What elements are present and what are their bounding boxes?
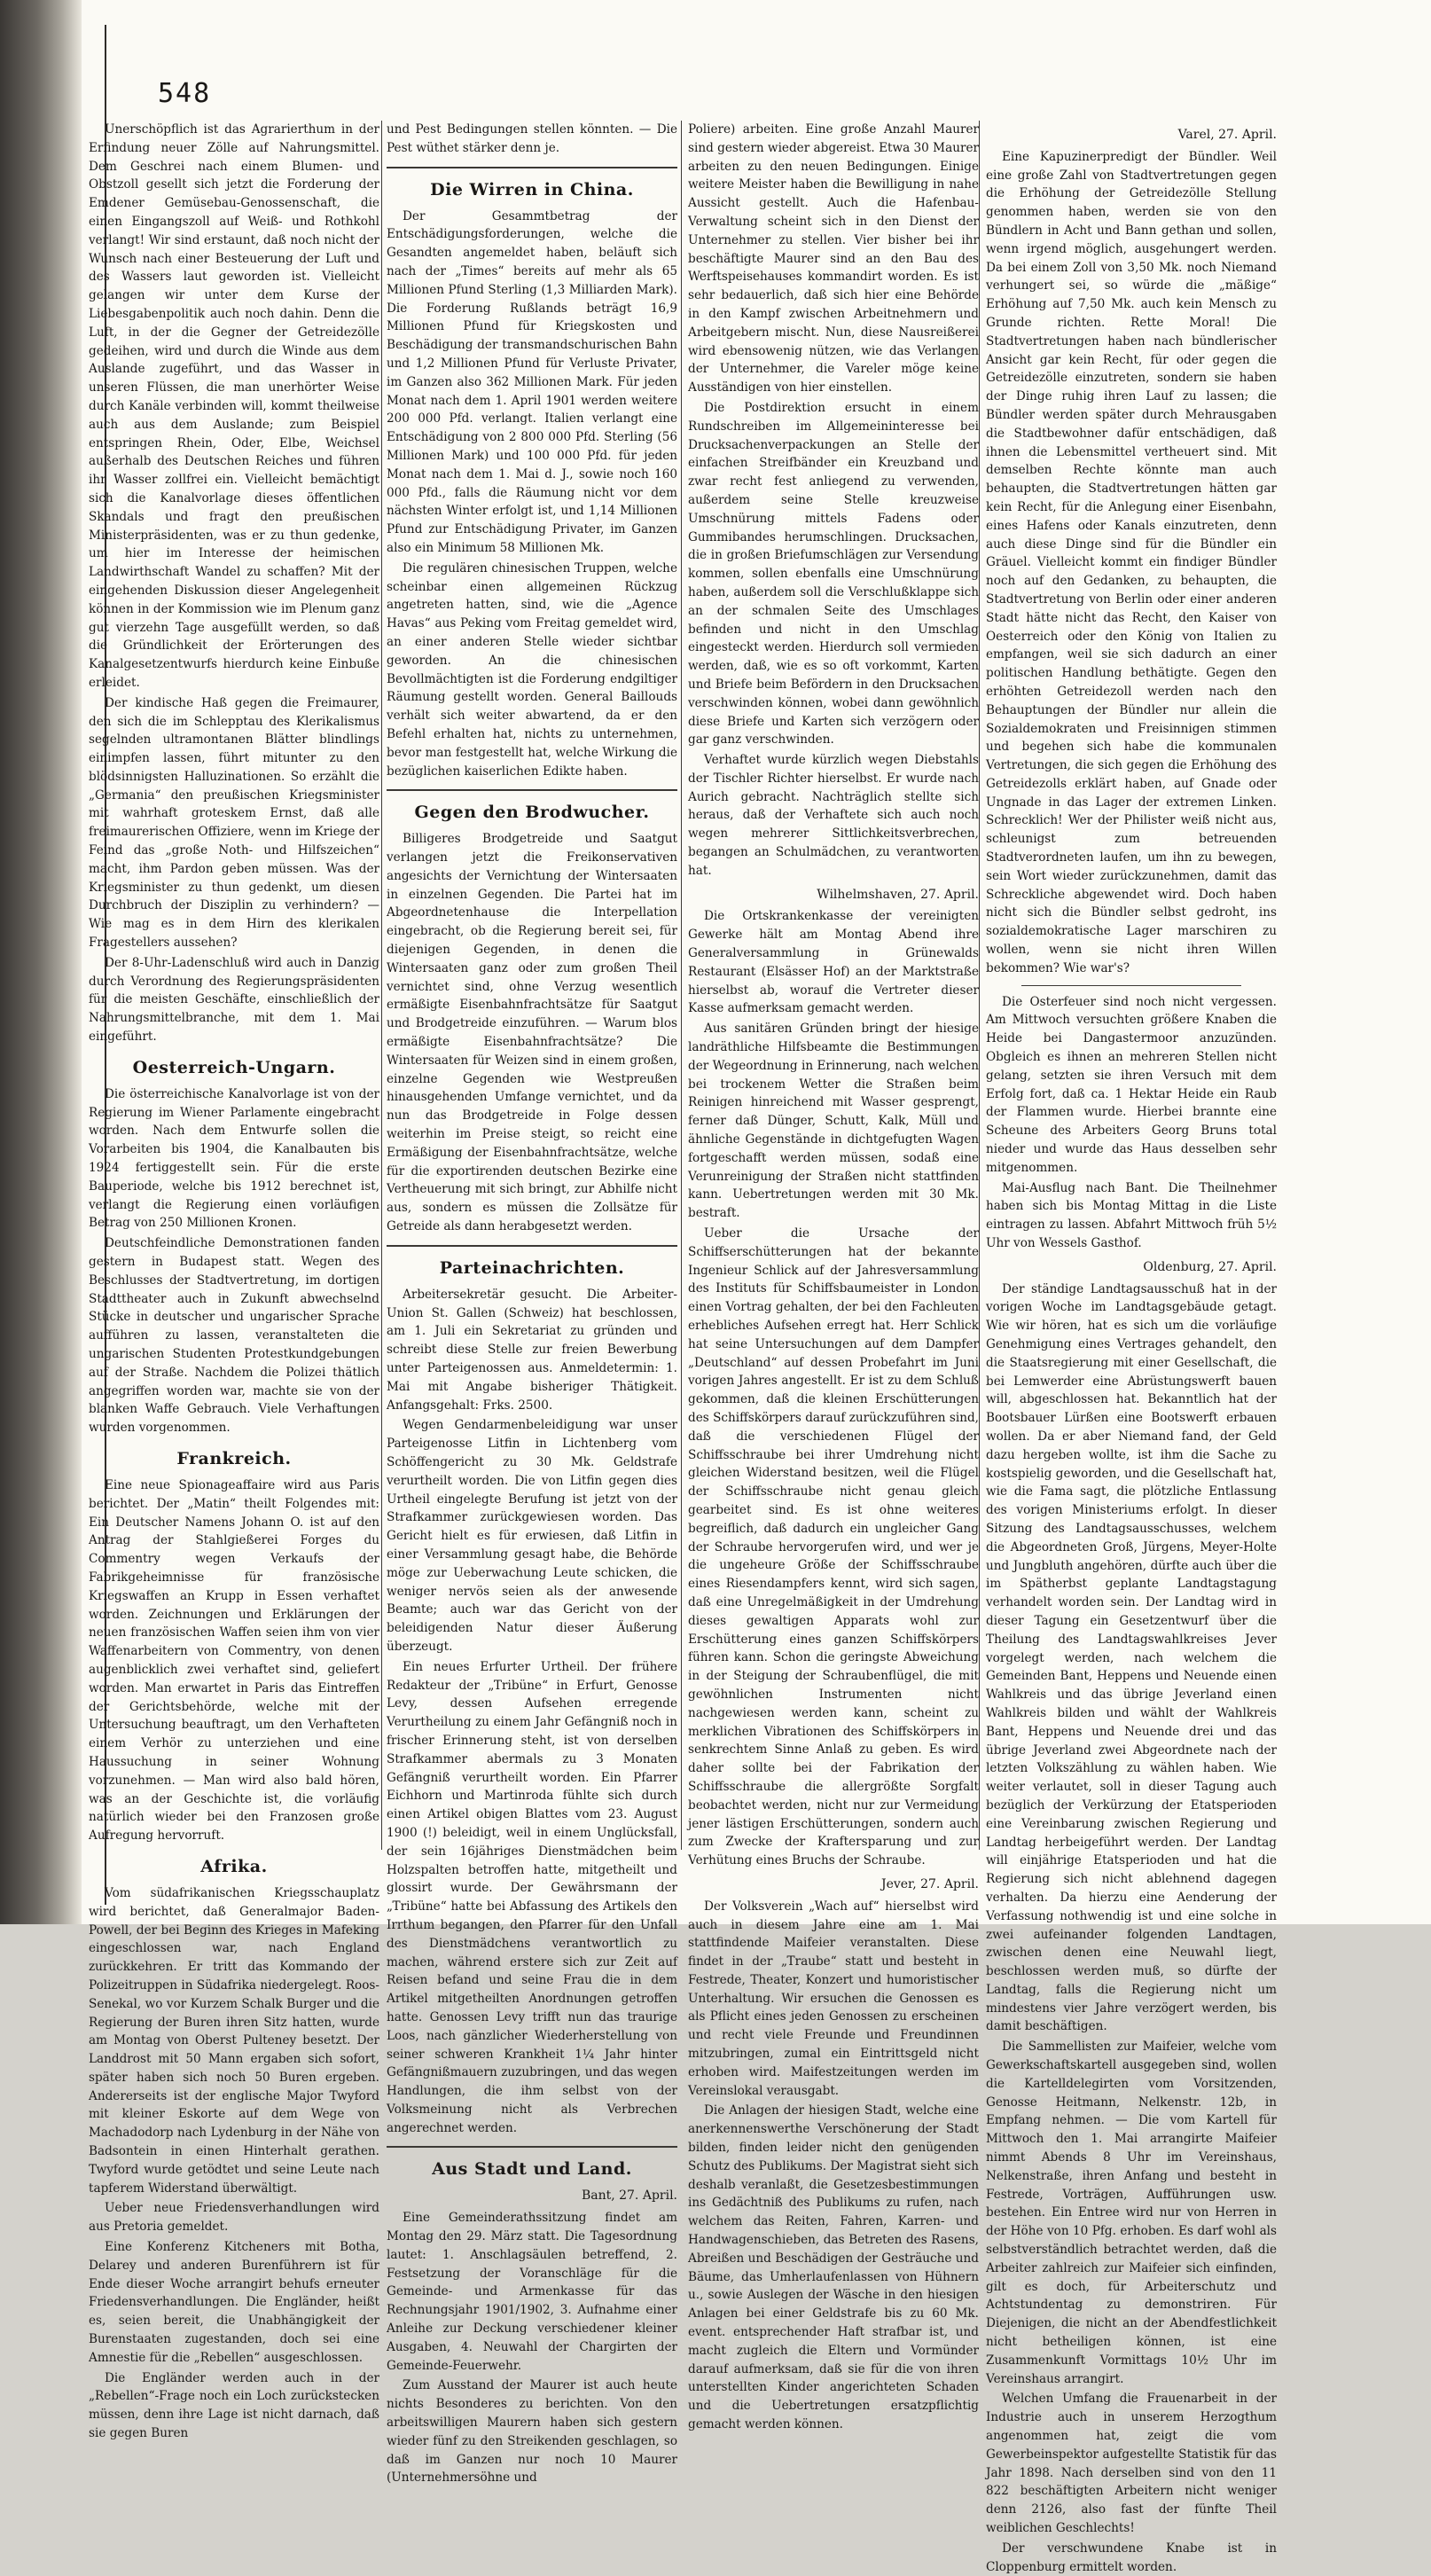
column-rule xyxy=(979,121,980,1850)
article-paragraph: Poliere) arbeiten. Eine große Anzahl Maurer sind gestern wieder abgereist. Etwa 30 Maurer arbeiten zu den neuen Bedingungen. Einige weitere Meister haben die Bewilligung in nahe Aussicht gestellt. Auch die Hafenbau-Verwaltung scheint sich in den Dienst der Unternehmer zu stellen. Vier bisher bei ihr beschäftigte Maurer sind an den Bau des Werftspeisehauses kommandirt worden. Es ist sehr bedauerlich, daß sich hier eine Behörde in den Kampf zwischen Arbeitnehmern und Arbeitgebern mischt. Nun, diese Nausreißerei wird ebensowenig nützen, wie das Verlangen der Unternehmer, die Vareler möge keine Ausständigen von hier einstellen. xyxy=(688,122,979,395)
article-paragraph: Welchen Umfang die Frauenarbeit in der Industrie auch in unserem Herzogthum angenommen hat, zeigt die vom Gewerbeinspektor aufgestellte Statistik für das Jahr 1898. Nach derselben sind von den 11 822 beschäftigten Arbeitern nicht weniger denn 2126, also fast der fünfte Theil weiblichen Geschlechts! xyxy=(986,2392,1277,2535)
article-paragraph: Eine Gemeinderathssitzung findet am Montag den 29. März statt. Die Tagesordnung lautet: 1. Anschlagsäulen betreffend, 2. Festsetzung der Voranschläge für die Gemeinde- und Armenkasse für das Rechnungsjahr 1901/1902, 3. Aufnahme einer Anleihe zur Deckung verschiedener kleiner Ausgaben, 4. Neuwahl der Chargirten der Gemeinde-Feuerwehr. xyxy=(387,2211,677,2373)
section-heading: Die Wirren in China. xyxy=(430,179,634,200)
article-paragraph: Deutschfeindliche Demonstrationen fanden gestern in Budapest statt. Wegen des Beschlusses der Stadtvertretung, im dortigen Stadttheater auch in Zukunft abwechselnd Stücke in deutscher und ungarischer Sprache aufführen zu lassen, veranstalteten die ungarischen Studenten Protestkundgebungen auf der Straße. Nachdem die Polizei thätlich angegriffen worden war, machte sie von der blanken Waffe Gebrauch. Viele Verhaftungen wurden vorgenommen. xyxy=(89,1236,379,1436)
section-heading: Parteinachrichten. xyxy=(439,1257,625,1278)
section-heading: Gegen den Brodwucher. xyxy=(414,803,650,823)
dateline: Oldenburg, 27. April. xyxy=(1143,1259,1277,1274)
article-paragraph: und Pest Bedingungen stellen könnten. — Die Pest wüthet stärker denn je. xyxy=(387,122,677,155)
page-number: 548 xyxy=(158,78,212,109)
article-paragraph: Arbeitersekretär gesucht. Die Arbeiter-Union St. Gallen (Schweiz) hat beschlossen, am 1. Juli ein Sekretariat zu gründen und schreibt diese Stelle zur freien Bewerbung unter Parteigenossen aus. Anmeldetermin: 1. Mai mit Angabe bisheriger Thätigkeit. Anfangsgehalt: Frks. 2500. xyxy=(387,1287,677,1413)
article-paragraph: Eine Konferenz Kitcheners mit Botha, Delarey und anderen Burenführern ist für Ende dieser Woche arrangirt behufs erneuter Friedensverhandlungen. Die Engländer, heißt es, seien bereit, die Unabhängigkeit der Burenstaaten zugestanden, doch sei eine Amnestie für die „Rebellen“ ausgeschlossen. xyxy=(89,2240,379,2365)
article-paragraph: Mai-Ausflug nach Bant. Die Theilnehmer haben sich bis Montag Mittag in die Liste eintragen zu lassen. Abfahrt Mittwoch früh 5½ Uhr von Wessels Gasthof. xyxy=(986,1180,1277,1251)
article-paragraph: Wegen Gendarmenbeleidigung war unser Parteigenosse Litfin in Lichtenberg vom Schöffengericht zu 30 Mk. Geldstrafe verurtheilt worden. Die von Litfin gegen dies Urtheil eingelegte Berufung ist jetzt von der Strafkammer zurückgewiesen worden. Das Gericht hielt es für erwiesen, daß Litfin in einer Versammlung gesagt habe, die Behörde möge zur Ueberwachung Leute schicken, die weniger nervös seien als der anwesende Beamte; auch war das Gericht von der beleidigenden Natur dieser Äußerung überzeugt. xyxy=(387,1418,677,1654)
dateline: Wilhelmshaven, 27. April. xyxy=(817,887,979,902)
article-paragraph: Die Engländer werden auch in der „Rebellen“-Frage noch ein Loch zurückstecken müssen, denn ihre Lage ist nicht darnach, daß sie gegen Buren xyxy=(89,2370,379,2441)
article-paragraph: Vom südafrikanischen Kriegsschauplatz wird berichtet, daß Generalmajor Baden-Powell, der bei Beginn des Krieges in Mafeking eingeschlossen war, nach England zurückkehren. Er tritt das Kommando der Polizeitruppen in Südafrika niedergelegt. Roos-Senekal, wo vor Kurzem Schalk Burger und die Regierung der Buren ihren Sitz hatten, wurde am Montag von Oberst Pulteney besetzt. Der Landdrost mit 50 Mann ergaben sich sofort, später haben sich noch 50 Buren ergeben. Andererseits ist der englische Major Twyford mit kleiner Eskorte auf dem Wege von Machadodorp nach Lydenburg in der Nähe von Badsontein in einen Hinterhalt gerathen. Twyford wurde getödtet und seine Leute nach tapferem Widerstand überwältigt. xyxy=(89,1885,379,2196)
article-paragraph: Die österreichische Kanalvorlage ist von der Regierung im Wiener Parlamente eingebracht worden. Nach dem Entwurfe sollen die Vorarbeiten bis 1904, die Kanalbauten bis 1924 fertiggestellt sein. Für die erste Bauperiode, welche bis 1912 berechnet ist, verlangt die Regierung einen vorläufigen Betrag von 250 Millionen Kronen. xyxy=(89,1086,379,1231)
article-paragraph: Verhaftet wurde kürzlich wegen Diebstahls der Tischler Richter hierselbst. Er wurde nach Aurich gebracht. Nachträglich stellte sich heraus, daß der Verhaftete sich auch noch wegen mehrerer Sittlichkeitsverbrechen, begangen an Schulmädchen, zu verantworten hat. xyxy=(688,753,979,878)
section-heading: Aus Stadt und Land. xyxy=(432,2159,632,2180)
separator-rule xyxy=(1021,985,1241,986)
article-paragraph: Die Osterfeuer sind noch nicht vergessen. Am Mittwoch versuchten größere Knaben die Heide bei Dangastermoor anzuzünden. Obgleich es ihnen an mehreren Stellen nicht gelang, setzten sie ihren Versuch mit dem Erfolg fort, daß ca. 1 Hektar Heide ein Raub der Flammen wurde. Hierbei brannte eine Scheune des Arbeiters Georg Bruns total nieder und wurde das Haus desselben sehr mitgenommen. xyxy=(986,994,1277,1175)
column-3 xyxy=(688,121,979,2432)
column-2 xyxy=(387,121,677,2486)
article-paragraph: Die Ortskrankenkasse der vereinigten Gewerke hält am Montag Abend ihre Generalversammlung in Grünewalds Restaurant (Elsässer Hof) an der Marktstraße hierselbst ab, worauf die Vertreter dieser Kasse aufmerksam gemacht werden. xyxy=(688,909,979,1016)
article-paragraph: Eine neue Spionageaffaire wird aus Paris berichtet. Der „Matin“ theilt Folgendes mit: Ein Deutscher Namens Johann O. ist auf den Antrag der Stahlgießerei Forges du Commentry wegen Verkaufs der Fabrikgeheimnisse für französische Kriegswaffen an Krupp in Essen verhaftet worden. Zeichnungen und Erklärungen der neuen französischen Waffen seien ihm von vier Waffenarbeitern von Commentry, von denen augenblicklich zwei verhaftet sind, geliefert worden. Man erwartet in Paris das Eintreffen der Gerichtsbehörde, welche mit der Untersuchung beauftragt, um den Verhafteten einem Verhör zu unterziehen und eine Haussuchung in seiner Wohnung vorzunehmen. — Man wird also bald hören, was an der Geschichte ist, die vorläufig natürlich wieder bei den Franzosen große Aufregung hervorruft. xyxy=(89,1477,379,1844)
article-paragraph: Die regulären chinesischen Truppen, welche scheinbar einen allgemeinen Rückzug angetreten hatten, sind, wie die „Agence Havas“ aus Peking vom Freitag gemeldet wird, an einer anderen Stelle wieder sichtbar geworden. An die chinesischen Bevollmächtigten ist die Forderung endgiltiger Räumung gestellt worden. General Baillouds verhält sich weiter abwartend, da er den Befehl erhalten hat, nichts zu unternehmen, bevor man festgestellt hat, welche Wirkung die bezüglichen kaiserlichen Edikte haben. xyxy=(387,560,677,779)
section-rule xyxy=(387,789,677,791)
article-paragraph: Eine Kapuzinerpredigt der Bündler. Weil eine große Zahl von Stadtvertretungen gegen die Erhöhung der Getreidezölle Stellung genommen haben, werden sie von den Bündlern in Acht und Bann gethan und sollen, wenn irgend möglich, ausgehungert werden. Da bei einem Zoll von 3,50 Mk. noch Niemand verhungert sei, so würde die „mäßige“ Erhöhung auf 7,50 Mk. auch kein Mensch zu Grunde richten. Rette Moral! Die Stadtvertretungen haben nach bündlerischer Ansicht gar kein Recht, für oder gegen die Getreidezölle einzutreten, sondern sie haben der Dinge ruhig ihren Lauf zu lassen; die Bündler werden später durch Mehrausgaben die Stadtbewohner dafür entschädigen, daß ihnen die Lebensmittel vertheuert sind. Mit demselben Rechte könnte man auch behaupten, die Stadtvertretungen hätten gar kein Recht, für die Anlegung einer Eisenbahn, eines Hafens oder Kanals einzutreten, denn auch diese Dinge sind für die Bündler ein Gräuel. Vielleicht kommt ein findiger Bündler noch auf den Gedanken, zu behaupten, die Stadtvertretung von Berlin oder einer anderen Stadt hätte nicht das Recht, den Kaiser von Oesterreich oder den König von Italien zu empfangen, weil sie sich dadurch an einer politischen Handlung bethätigte. Gegen den erhöhten Getreidezoll werden nach den Behauptungen der Bündler nur allein die Sozialdemokraten und Freisinnigen stimmen und begehen sich habe die kommunalen Vertretungen, die sich gegen die Erhöhung des Getreidezolls erklärt haben, auf Gnade oder Ungnade in das Lager der extremen Linken. Schrecklich! Wer der Philister weiß nicht aus, schleunigst zum betreuenden Stadtverordneten laufen, um ihn zu bewegen, sein Wort wieder zurückzunehmen, damit das Schreckliche abgewendet wird. Doch haben nicht sich die Bündler selbst gedroht, ins sozialdemokratische Lager marschiren zu wollen, wenn sie nicht ihren Willen bekommen? Wie war's? xyxy=(986,149,1277,975)
article-paragraph: Ein neues Erfurter Urtheil. Der frühere Redakteur der „Tribüne“ in Erfurt, Genosse Levy, dessen Aufsehen erregende Verurtheilung zu einem Jahr Gefängniß noch in frischer Erinnerung steht, ist von derselben Strafkammer abermals zu 3 Monaten Gefängniß verurtheilt worden. Ein Pfarrer Eichhorn und Martinroda fühlte sich durch einen Artikel obigen Blattes vom 23. August 1900 (!) beleidigt, weil in einem Unglücksfall, der sein 16jähriges Dienstmädchen beim Holzspalten betroffen hatte, mitgetheilt und glossirt wurde. Der Gewährsmann der „Tribüne“ hatte bei Abfassung des Artikels den Irrthum begangen, den Pfarrer für den Unfall des Dienstmädchens verantwortlich zu machen, während erstere sich zur Zeit auf Reisen befand und seine Frau die in dem Artikel mitgetheilten Anordnungen getroffen hatte. Genossen Levy trifft nun das traurige Loos, nach gänzlicher Wiederherstellung von seiner schweren Krankheit 1¼ Jahr hinter Gefängnißmauern zuzubringen, und das wegen Handlungen, die ihm selbst von der Volksmeinung nicht als Verbrechen angerechnet werden. xyxy=(387,1659,677,2135)
article-paragraph: Der kindische Haß gegen die Freimaurer, den sich die im Schlepptau des Klerikalismus segelnden ultramontanen Blätter blindlings einimpfen lassen, führt mitunter zu den blödsinnigsten Halluzinationen. So erzählt die „Germania“ den preußischen Kriegsminister mit wahrhaft groteskem Ernst, daß alle freimaurerischen Offiziere, wenn im Kriege der Feind das „große Noth- und Hilfszeichen“ macht, ihm Pardon geben müssen. Was der Kriegsminister zu thun gedenkt, um diesen Durchbruch der Disziplin zu verhindern? — Wie mag es in dem Hirn des klerikalen Fragestellers aussehen? xyxy=(89,695,379,951)
dateline: Varel, 27. April. xyxy=(1177,128,1277,142)
article-paragraph: Billigeres Brodgetreide und Saatgut verlangen jetzt die Freikonservativen angesichts der Vernichtung der Wintersaaten in einzelnen Gegenden. Die Partei hat im Abgeordnetenhause die Interpellation eingebracht, ob die Regierung bereit sei, für diejenigen Gegenden, in denen die Wintersaaten ganz oder zum großen Theil vernichtet sind, ohne Verzug wesentlich ermäßigte Eisenbahnfrachtsätze für Saatgut und Brodgetreide einzuführen. — Warum blos ermäßigte Eisenbahnfrachtsätze? Die Wintersaaten für Weizen sind in einem großen, einzelne Gegenden wie Westpreußen hinausgehenden Umfange vernichtet, und da nun das Brodgetreide in Folge dessen weiterhin im Preise steigt, so reicht eine Ermäßigung der Eisenbahnfrachtsätze, welche für die exportirenden deutschen Bezirke eine Vertheuerung mit sich bringt, zur Abhilfe nicht aus, sondern es müssen die Zollsätze für Getreide als dann herabgesetzt werden. xyxy=(387,832,677,1234)
article-paragraph: Unerschöpflich ist das Agrarierthum in der Erfindung neuer Zölle auf Nahrungsmittel. Dem Geschrei nach einem Blumen- und Obstzoll gesellt sich jetzt die Forderung der Emdener Gemüsebau-Genossenschaft, die einen Eingangszoll auf Weiß- und Rothkohl verlangt! Wir sind erstaunt, daß noch nicht der Wunsch nach einer Besteuerung der Luft und des Wassers laut geworden ist. Vielleicht gelangen wir unter dem Kurse der Liebesgabenpolitik auch noch dahin. Denn die Luft, in der die Gegner der Getreidezölle gedeihen, wird und durch die Winde aus dem Auslande zugeführt, und das Wasser in unseren Flüssen, die man unerhörter Weise durch Kanäle verbinden will, kommt theilweise auch aus dem Auslande; zum Beispiel entspringen Rhein, Oder, Elbe, Weichsel außerhalb des Deutschen Reiches und führen ihr Wasser zollfrei ein. Vielleicht bemächtigt sich die Kanalvorlage dieses öffentlichen Skandals und fragt den preußischen Ministerpräsidenten, was er zu thun gedenke, um hier im Interesse der heimischen Landwirthschaft Wandel zu schaffen? Mit der eingehenden Diskussion dieser Angelegenheit können in der Kommission wie im Plenum ganz gut vierzehn Tage ausgefüllt werden, so daß die Gründlichkeit der Erörterungen des Kanalgesetzentwurfs hierdurch keine Einbuße erleidet. xyxy=(89,122,379,690)
article-paragraph: Ueber neue Friedensverhandlungen wird aus Pretoria gemeldet. xyxy=(89,2201,379,2235)
section-heading: Oesterreich-Ungarn. xyxy=(132,1057,336,1077)
section-heading: Frankreich. xyxy=(176,1448,292,1468)
article-paragraph: Zum Ausstand der Maurer ist auch heute nichts Besonderes zu berichten. Von den arbeitswilligen Maurern haben sich gestern wieder fünf zu den Streikenden geschlagen, so daß im Ganzen nur noch 10 Maurer (Unternehmersöhne und xyxy=(387,2378,677,2486)
column-rule xyxy=(381,121,382,1850)
article-paragraph: Die Postdirektion ersucht in einem Rundschreiben im Allgemeininteresse bei Drucksachenverpackungen an Stelle der einfachen Streifbänder ein Kreuzband und zwar recht fest anliegend zu verwenden, außerdem seine Stelle kreuzweise Umschnürung mittels Fadens oder Gummibandes herumschlingen. Drucksachen, die in großen Briefumschlägen zur Versendung kommen, sollen ebenfalls eine Umschnürung haben, außerdem soll die Verschlußklappe sich an der schmalen Seite des Umschlages befinden und nicht in den Umschlag eingesteckt werden. Hierdurch soll vermieden werden, daß, wie es so oft vorkommt, Karten und Briefe beim Befördern in den Drucksachen verschwinden können, wobei dann gewöhnlich diese Briefe und Karten sich verzögern oder gar ganz verschwinden. xyxy=(688,400,979,748)
article-paragraph: Der verschwundene Knabe ist in Cloppenburg ermittelt worden. xyxy=(986,2541,1277,2574)
column-rule xyxy=(681,121,682,1850)
article-paragraph: Der 8-Uhr-Ladenschluß wird auch in Danzig durch Verordnung des Regierungspräsidenten für die meisten Geschäfte, einschließlich der Nahrungsmittelbranche, mit dem 1. Mai eingeführt. xyxy=(89,955,379,1045)
section-rule xyxy=(387,2146,677,2148)
article-paragraph: Aus sanitären Gründen bringt der hiesige landräthliche Hilfsbeamte die Bestimmungen der Wegeordnung in Erinnerung, nach welchen bei trockenem Wetter die Straßen beim Reinigen hinreichend mit Wasser gesprengt, ferner daß Dünger, Schutt, Kalk, Müll und ähnliche Gegenstände in dichtgefugten Wagen fortgeschafft werden müssen, sodaß eine Verunreinigung der Straßen nicht stattfinden kann. Uebertretungen werden mit 30 Mk. bestraft. xyxy=(688,1022,979,1221)
article-paragraph: Der Gesammtbetrag der Entschädigungsforderungen, welche die Gesandten angemeldet haben, beläuft sich nach der „Times“ bereits auf mehr als 65 Millionen Pfund Sterling (1,3 Milliarden Mark). Die Forderung Rußlands beträgt 16,9 Millionen Pfund für Kriegskosten und Beschädigung der transmandschurischen Bahn und 1,2 Millionen Pfund für Verluste Privater, im Ganzen also 362 Millionen Mark. Für jeden Monat nach dem 1. April 1901 werden weitere 200 000 Pfd. verlangt. Italien verlangt eine Entschädigung von 2 800 000 Pfd. Sterling (56 Millionen Mark) und 100 000 Pfd. für jeden Monat nach dem 1. Mai d. J., sowie noch 160 000 Pfd., falls die Räumung nicht vor dem nächsten Winter erfolgt ist, und 1,14 Millionen Pfund zur Entschädigung Privater, im Ganzen also ein Minimum 58 Millionen Mk. xyxy=(387,208,677,555)
section-rule xyxy=(387,167,677,168)
article-paragraph: Die Anlagen der hiesigen Stadt, welche eine anerkennenswerthe Verschönerung der Stadt bilden, finden leider nicht den genügenden Schutz des Publikums. Der Magistrat sieht sich deshalb veranlaßt, die Gesetzesbestimmungen ins Gedächtniß des Publikums zu rufen, nach welchem das Reiten, Fahren, Karren- und Handwagenschieben, das Betreten des Rasens, Abreißen und Beschädigen der Gesträuche und Bäume, das Umherlaufenlassen von Hühnern u., sowie Auslegen der Wäsche in den hiesigen Anlagen bei einer Geldstrafe bis zu 60 Mk. event. entsprechender Haft strafbar ist, und macht zugleich die Eltern und Vormünder darauf aufmerksam, daß sie für die von ihren unterstellten Kinder angerichteten Schaden und die Uebertretungen ersatzpflichtig gemacht werden können. xyxy=(688,2103,979,2432)
article-paragraph: Der Volksverein „Wach auf“ hierselbst wird auch in diesem Jahre eine am 1. Mai stattfindende Maifeier veranstalten. Diese findet in der „Traube“ statt und besteht in Festrede, Theater, Konzert und humoristischer Unterhaltung. Wir ersuchen die Genossen es als Pflicht eines jeden Genossen zu erscheinen und recht viele Freunde und Freundinnen mitzubringen, zumal ein Eintrittsgeld nicht erhoben wird. Maifestzeitungen werden im Vereinslokal verausgabt. xyxy=(688,1899,979,2098)
book-binding xyxy=(0,0,82,1924)
article-paragraph: Der ständige Landtagsausschuß hat in der vorigen Woche im Landtagsgebäude getagt. Wie wir hören, hat es sich um die vorläufige Genehmigung eines Vertrages gehandelt, den die Staatsregierung mit einer Gesellschaft, die bei Lemwerder eine Abrüstungswerft bauen will, abgeschlossen hat. Bekanntlich hat der Bootsbauer Lürßen eine Bootswerft erbauen wollen. Da er aber Niemand fand, der Geld dazu hergeben wollte, ist ihm die Sache zu kostspielig geworden, und die Gesellschaft hat, wie die Fama sagt, die plötzliche Entlassung des vorigen Ministeriums erfolgt. In dieser Sitzung des Landtagsausschusses, welchem die Abgeordneten Groß, Jürgens, Meyer-Holte und Jungbluth angehören, dürfte auch über die im Spätherbst geplante Landtagstagung verhandelt worden sein. Der Landtag wird in dieser Tagung ein Gesetzentwurf über die Theilung des Landtagswahlkreises Jever vorgelegt werden, nach welchem die Gemeinden Bant, Heppens und Neuende einen Wahlkreis und das übrige Jeverland einen Wahlkreis bilden und wählt der Wahlkreis Bant, Heppens und Neuende drei und das übrige Jeverland zwei Abgeordnete nach der letzten Volkszählung zu wählen haben. Wie weiter verlautet, soll in dieser Tagung auch bezüglich der Verkürzung der Etatsperioden eine Vereinbarung zwischen Regierung und Landtag herbeigeführt werden. Der Landtag will einjährige Etatsperioden und hat die Regierung sich nicht ablehnend dagegen verhalten. Da hierzu eine Aenderung der Verfassung nothwendig ist und eine solche in zwei aufeinander folgenden Landtagen, zwischen denen eine Neuwahl liegt, beschlossen werden muß, so dürfte der Landtag, falls die Regierung nicht um mindestens vier Jahre verzögert werden, bis damit beschäftigen. xyxy=(986,1281,1277,2034)
column-1 xyxy=(89,121,379,2441)
section-heading: Afrika. xyxy=(200,1856,268,1876)
dateline: Jever, 27. April. xyxy=(880,1876,979,1891)
article-paragraph: Die Sammellisten zur Maifeier, welche vom Gewerkschaftskartell ausgegeben sind, wollen die Kartelldelegirten vom Vorsitzenden, Genosse Heitmann, Nelkenstr. 12b, in Empfang nehmen. — Die vom Kartell für Mittwoch den 1. Mai arrangirte Maifeier nimmt Abends 8 Uhr im Vereinshaus, Nelkenstraße, ihren Anfang und besteht in Festrede, Vorträgen, Aufführungen usw. bestehen. Ein Entree wird nur von Herren in der Höhe von 10 Pfg. erhoben. Es darf wohl als selbstverständlich betrachtet werden, daß die Arbeiter zahlreich zur Maifeier sich einfinden, gilt es doch, für Arbeiterschutz und Achtstundentag zu demonstriren. Für Diejenigen, die nicht an der Abendfestlichkeit nicht betheiligen können, ist eine Zusammenkunft Vormittags 10½ Uhr im Vereinshaus arrangirt. xyxy=(986,2040,1277,2386)
article-paragraph: Ueber die Ursache der Schiffserschütterungen hat der bekannte Ingenieur Schlick auf der Jahresversammlung des Instituts für Schiffsbaumeister in London einen Vortrag gehalten, der bei den Fachleuten erhebliches Aufsehen erregt hat. Herr Schlick hat seine Untersuchungen auf dem Dampfer „Deutschland“ auf dessen Probefahrt im Juni vorigen Jahres angestellt. Er ist zu dem Schluß gekommen, daß die kleinen Erschütterungen des Schiffskörpers darauf zurückzuführen sind, daß die verschiedenen Flügel der Schiffsschraube bei ihrer Umdrehung nicht gleichen Widerstand besitzen, weil die Flügel der Schiffsschraube nicht genau gleich gearbeitet sind. Es ist ohne weiteres begreiflich, daß dadurch ein ungleicher Gang der Schraube hervorgerufen wird, und wer je die ungeheure Größe der Schiffsschraube eines Riesendampfers kennt, wird sich sagen, daß eine Unregelmäßigkeit in der Umdrehung dieses gewaltigen Apparats wohl zur Erschütterung eines ganzen Schiffskörpers führen kann. Schon die geringste Abweichung in der Steigung der Schraubenflügel, die mit gewöhnlichen Instrumenten nicht nachgewiesen werden kann, scheint zu merklichen Vibrationen des Schiffskörpers in senkrechtem Sinne Anlaß zu geben. Es wird daher sollte bei der Fabrikation der Schiffsschraube die allergrößte Sorgfalt beobachtet werden, nicht nur zur Vermeidung jener lästigen Erschütterungen, sondern auch zum Zwecke der Kraftersparung und zur Verhütung eines Bruchs der Schraube. xyxy=(688,1226,979,1868)
column-4 xyxy=(986,121,1277,2574)
dateline: Bant, 27. April. xyxy=(581,2188,677,2204)
section-rule xyxy=(387,1245,677,1247)
